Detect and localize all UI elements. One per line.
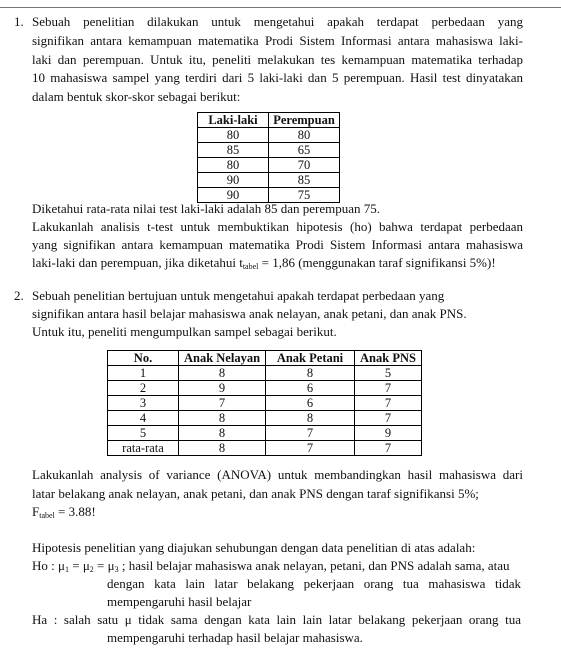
q2-ha-cont: mempengaruhi terhadap hasil belajar mahasiswa.	[107, 630, 363, 645]
q1-score-table	[197, 112, 340, 203]
cell: 8	[179, 441, 266, 456]
table-row	[198, 158, 340, 173]
q2-line-3: Untuk itu, peneliti mengumpulkan sampel sebagai berikut.	[32, 324, 337, 339]
table-row	[198, 173, 340, 188]
cell: 7	[179, 396, 266, 411]
q1-t-subscript: tabel	[242, 262, 259, 271]
cell: 7	[266, 426, 355, 441]
q1-after-3: yang signifikan antara kemampuan matematika Prodi Sistem Informasi antara mahasiswa	[32, 237, 523, 252]
q2-header-nelayan: Anak Nelayan	[179, 351, 266, 366]
ho-sub-1: 1	[64, 565, 69, 574]
q1-line-3: laki dan perempuan. Untuk itu, peneliti melakukan tes kemampuan matematika terhadap	[32, 52, 523, 67]
q1-after-4-pre: laki-laki dan perempuan, jika diketahui t	[32, 255, 243, 270]
table-row	[108, 411, 422, 426]
table-row	[108, 381, 422, 396]
cell: 1	[108, 366, 179, 381]
q2-anova-1: Lakukanlah analysis of variance (ANOVA) untuk membandingkan hasil mahasiswa dari	[32, 467, 523, 482]
q1-after-1: Diketahui rata-rata nilai test laki-laki adalah 85 dan perempuan 75.	[32, 201, 380, 216]
cell: 7	[355, 441, 422, 456]
table-row	[108, 366, 422, 381]
cell: 9	[355, 426, 422, 441]
q2-ho-line	[32, 558, 510, 578]
q2-line-2: signifikan antara hasil belajar mahasiswa anak nelayan, anak petani, dan anak PNS.	[32, 306, 467, 321]
cell: 90	[198, 173, 269, 188]
q1-after-4	[32, 255, 496, 275]
cell: 7	[355, 381, 422, 396]
cell: 75	[269, 188, 340, 203]
q2-f-pre: F	[32, 504, 40, 519]
table-row	[198, 128, 340, 143]
top-rule	[0, 7, 561, 8]
table-row	[108, 426, 422, 441]
q1-header-female: Perempuan	[269, 113, 340, 128]
ho-eq-2: = μ	[93, 558, 115, 573]
cell: 2	[108, 381, 179, 396]
q1-line-5: dalam bentuk skor-skor sebagai berikut:	[32, 89, 241, 104]
q1-number: 1.	[14, 14, 24, 29]
cell: 3	[108, 396, 179, 411]
q2-hyp-intro: Hipotesis penelitian yang diajukan sehubungan dengan data penelitian di atas adalah:	[32, 540, 476, 555]
cell: 80	[198, 158, 269, 173]
q2-header-petani: Anak Petani	[266, 351, 355, 366]
cell: 5	[355, 366, 422, 381]
cell: rata-rata	[108, 441, 179, 456]
table-row	[108, 441, 422, 456]
ho-sub-3: 3	[114, 565, 119, 574]
cell: 7	[355, 411, 422, 426]
cell: 85	[198, 143, 269, 158]
q2-f-subscript: tabel	[39, 511, 55, 520]
cell: 9	[179, 381, 266, 396]
cell: 80	[198, 128, 269, 143]
q1-after-2: Lakukanlah analisis t-test untuk membuktikan hipotesis (ho) bahwa terdapat perbedaan	[32, 219, 523, 234]
q2-f-table	[32, 504, 96, 524]
cell: 6	[266, 381, 355, 396]
q2-ho-cont-2: mempengaruhi hasil belajar	[107, 594, 252, 609]
q1-line-2: signifikan antara kemampuan matematika Prodi Sistem Informasi antara mahasiswa laki-	[32, 33, 523, 48]
cell: 8	[179, 366, 266, 381]
q1-line-4: 10 mahasiswa sampel yang terdiri dari 5 laki-laki dan 5 perempuan. Hasil test dinyatakan	[32, 70, 523, 85]
q2-f-post: = 3.88!	[54, 504, 96, 519]
q2-header-no: No.	[108, 351, 179, 366]
ho-rest: ; hasil belajar mahasiswa anak nelayan, petani, dan PNS adalah sama, atau	[118, 558, 510, 573]
q2-number: 2.	[14, 288, 24, 303]
q2-header-pns: Anak PNS	[355, 351, 422, 366]
q2-ha-line: Ha : salah satu μ tidak sama dengan kata lain lain latar belakang pekerjaan orang tua	[32, 612, 521, 627]
cell: 8	[179, 426, 266, 441]
cell: 8	[266, 411, 355, 426]
q1-line-1: Sebuah penelitian dilakukan untuk mengetahui apakah terdapat perbedaan yang	[32, 14, 523, 29]
cell: 65	[269, 143, 340, 158]
cell: 7	[266, 441, 355, 456]
cell: 8	[266, 366, 355, 381]
table-row	[198, 143, 340, 158]
ho-mu: μ	[58, 558, 65, 573]
cell: 80	[269, 128, 340, 143]
cell: 5	[108, 426, 179, 441]
cell: 8	[179, 411, 266, 426]
cell: 4	[108, 411, 179, 426]
q2-sample-table	[107, 350, 422, 456]
cell: 70	[269, 158, 340, 173]
q2-anova-2: latar belakang anak nelayan, anak petani, dan anak PNS dengan taraf signifikansi 5%;	[32, 486, 479, 501]
cell: 90	[198, 188, 269, 203]
cell: 85	[269, 173, 340, 188]
q1-after-4-post: = 1,86 (menggunakan taraf signifikansi 5%)!	[258, 255, 496, 270]
cell: 7	[355, 396, 422, 411]
table-row	[108, 396, 422, 411]
q2-line-1: Sebuah penelitian bertujuan untuk mengetahui apakah terdapat perbedaan yang	[32, 288, 445, 303]
cell: 6	[266, 396, 355, 411]
q1-header-male: Laki-laki	[198, 113, 269, 128]
ho-label: Ho :	[32, 558, 58, 573]
q2-ho-cont-1: dengan kata lain latar belakang pekerjaan orang tua mahasiswa tidak	[107, 576, 521, 591]
ho-eq-1: = μ	[68, 558, 90, 573]
ho-sub-2: 2	[89, 565, 94, 574]
